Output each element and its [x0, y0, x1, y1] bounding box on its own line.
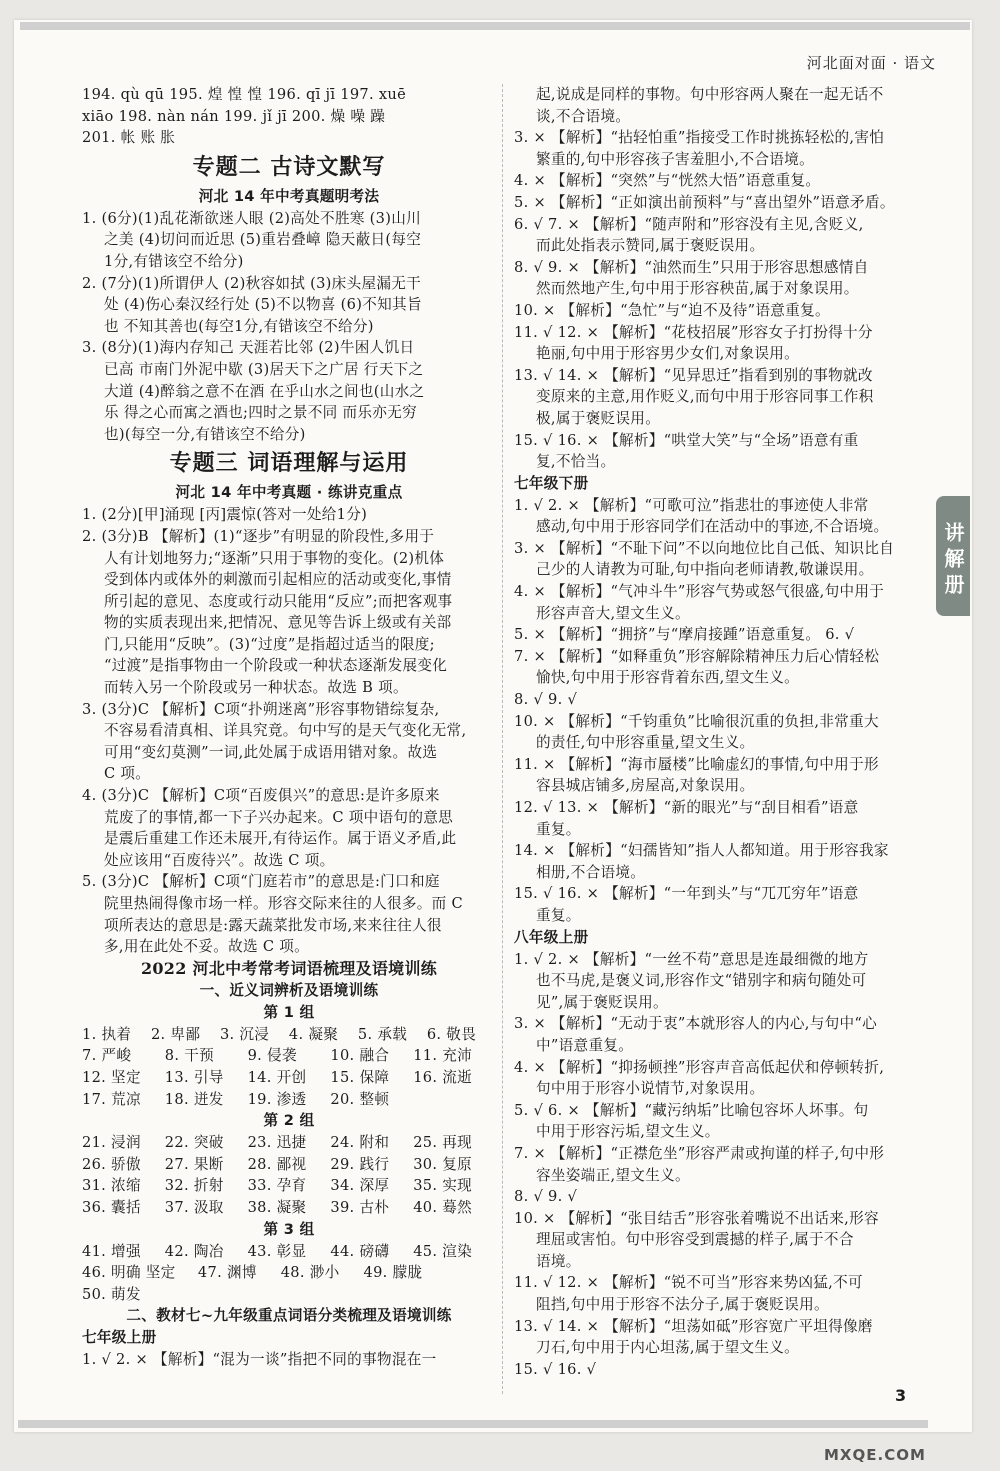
- word-row: [82, 1024, 496, 1046]
- text-line: 2. (3分)B 【解析】(1)“逐步”有明显的阶段性,多用于: [82, 527, 435, 545]
- text-line: 重复。: [536, 820, 581, 838]
- text-line: 大道 (4)醉翁之意不在酒 在乎山水之间也(山水之: [104, 382, 425, 400]
- word-item: 20. 整顿: [330, 1090, 390, 1108]
- word-item: 48. 渺小: [280, 1264, 340, 1282]
- text-line: 门,只能用“反映”。(3)“过度”是指超过适当的限度;: [104, 635, 435, 653]
- word-item: 50. 萌发: [82, 1285, 141, 1303]
- text-line: 已高 市南门外泥中歇 (3)居天下之广居 行天下之: [104, 360, 424, 378]
- text-line: 己少的人请教为可耻,句中指向老师请教,敬谦误用。: [536, 561, 874, 579]
- text-line: 繁重的,句中形容孩子害羞胆小,不合语境。: [536, 150, 814, 168]
- text-line: 13. √ 14. × 【解析】“见异思迁”指看到别的事物就改: [514, 366, 873, 384]
- text-line: 语境。: [536, 1252, 581, 1270]
- word-item: 8. 干预: [164, 1047, 215, 1065]
- text-line: 15. √ 16. √: [514, 1360, 597, 1378]
- text-line: 12. √ 13. × 【解析】“新的眼光”与“刮目相看”语意: [514, 799, 859, 816]
- text-line: 1. √ 2. × 【解析】“一丝不苟”意思是连最细微的地方: [514, 950, 869, 968]
- column-divider: [502, 84, 503, 1394]
- word-item: 49. 朦胧: [363, 1264, 423, 1282]
- text-line: 之美 (4)切问而近思 (5)重岩叠嶂 隐天蔽日(每空: [104, 231, 422, 249]
- word-item: 42. 陶冶: [164, 1242, 224, 1260]
- text-line: 愉快,句中用于形容背着东西,望文生义。: [536, 669, 800, 687]
- word-row: [82, 1262, 496, 1284]
- text-line: 5. × 【解析】“正如演出前预料”与“喜出望外”语意矛盾。: [514, 193, 895, 211]
- word-item: 46. 明确 坚定: [82, 1264, 176, 1282]
- text-line: 而转入另一个阶段或另一种状态。故选 B 项。: [104, 679, 408, 697]
- text-line: 201. 帐 账 胀: [82, 129, 176, 147]
- text-line: 是震后重建工作还未展开,有待运作。属于语义矛盾,此: [104, 830, 457, 848]
- text-line: 处应该用“百废待兴”。故选 C 项。: [104, 851, 335, 869]
- text-line: 15. √ 16. × 【解析】“哄堂大笑”与“全场”语意有重: [514, 431, 859, 449]
- text-line: 的责任,句中形容重量,望文生义。: [536, 734, 755, 752]
- text-line: 处 (4)伤心秦汉经行处 (5)不以物喜 (6)不知其旨: [104, 296, 422, 314]
- word-item: 31. 浓缩: [82, 1177, 141, 1195]
- word-row: [82, 1089, 496, 1111]
- text-line: 10. × 【解析】“急忙”与“迫不及待”语意重复。: [514, 301, 830, 319]
- section-heading: 二、教材七~九年级重点词语分类梳理及语境训练: [126, 1307, 452, 1325]
- section-heading: 七年级下册: [514, 474, 589, 492]
- group-heading: 第 2 组: [263, 1112, 315, 1130]
- word-item: 4. 凝聚: [288, 1025, 339, 1043]
- text-line: 3. × 【解析】“无动于衷”本就形容人的内心,与句中“心: [514, 1015, 878, 1033]
- text-line: 变原来的主意,用作贬义,而句中用于形容同事工作积: [536, 388, 874, 406]
- word-item: 9. 侵袭: [247, 1047, 297, 1065]
- text-line: 刀石,句中用于内心坦荡,属于望文生义。: [536, 1339, 800, 1357]
- text-line: 而此处指表示赞同,属于褒贬误用。: [536, 237, 765, 255]
- word-item: 33. 孕育: [247, 1177, 307, 1195]
- text-line: 11. √ 12. × 【解析】“花枝招展”形容女子打扮得十分: [514, 323, 873, 341]
- section-heading: 河北 14 年中考真题明考法: [198, 187, 380, 205]
- text-line: 8. √ 9. × 【解析】“油然而生”只用于形容思想感情自: [514, 258, 869, 276]
- text-line: C 项。: [104, 765, 151, 783]
- word-item: 39. 古朴: [330, 1198, 390, 1216]
- text-line: 荒废了的事情,都一下子兴办起来。C 项中语句的意思: [104, 808, 454, 826]
- text-line: 4. (3分)C 【解析】C项“百废俱兴”的意思:是许多原来: [82, 787, 440, 805]
- text-line: 相册,不合语境。: [536, 863, 646, 881]
- text-line: 10. × 【解析】“张目结舌”形容张着嘴说不出话来,形容: [514, 1209, 879, 1227]
- word-row: [82, 1154, 496, 1176]
- text-line: 阻挡,句中用于形容不法分子,属于褒贬误用。: [536, 1296, 829, 1314]
- text-line: 7. × 【解析】“如释重负”形容解除精神压力后心情轻松: [514, 647, 880, 665]
- word-row: [82, 1045, 496, 1067]
- text-line: 感动,句中用于形容同学们在活动中的事迹,不合语境。: [536, 518, 889, 536]
- right-column: [514, 84, 926, 1380]
- left-column: [82, 84, 496, 1371]
- word-item: 21. 浸润: [82, 1134, 141, 1152]
- word-item: 27. 果断: [164, 1155, 224, 1173]
- text-line: 6. √ 7. × 【解析】“随声附和”形容没有主见,含贬义,: [514, 215, 864, 233]
- section-heading: 第 1 组: [263, 1003, 315, 1021]
- top-scan-bar: [20, 22, 970, 30]
- text-line: 谈,不合语境。: [536, 107, 631, 125]
- text-line: 8. √ 9. √: [514, 1188, 578, 1206]
- word-item: 24. 附和: [330, 1134, 390, 1152]
- text-line: 句中用于形容小说情节,对象误用。: [536, 1080, 765, 1098]
- text-line: 中”语意重复。: [536, 1036, 634, 1054]
- text-line: 11. × 【解析】“海市蜃楼”比喻虚幻的事情,句中用于形: [514, 755, 879, 773]
- word-item: 40. 蓦然: [413, 1198, 473, 1216]
- word-item: 3. 沉浸: [219, 1025, 270, 1043]
- section-heading: 七年级上册: [82, 1329, 157, 1347]
- text-line: 也)(每空一分,有错该空不给分): [104, 425, 306, 443]
- word-item: 2. 卑鄙: [150, 1025, 201, 1043]
- word-item: 30. 复原: [413, 1155, 473, 1173]
- word-item: 37. 汲取: [164, 1198, 224, 1216]
- text-line: 人有计划地努力;“逐渐”只用于事物的变化。(2)机体: [104, 549, 445, 567]
- text-line: 5. (3分)C 【解析】C项“门庭若市”的意思是:门口和庭: [82, 873, 440, 891]
- word-item: 17. 荒凉: [82, 1090, 141, 1108]
- text-line: 不容易看清真相、详具究竟。句中写的是天气变化无常,: [104, 722, 467, 740]
- word-row: [82, 1175, 496, 1197]
- page-number: 3: [895, 1386, 907, 1405]
- text-line: 10. × 【解析】“千钧重负”比喻很沉重的负担,非常重大: [514, 712, 879, 730]
- text-line: 院里热闹得像市场一样。形容交际来往的人很多。而 C: [104, 895, 463, 912]
- text-line: 5. √ 6. × 【解析】“藏污纳垢”比喻包容坏人坏事。句: [514, 1101, 869, 1119]
- text-line: 7. × 【解析】“正襟危坐”形容严肃或拘谨的样子,句中形: [514, 1144, 885, 1162]
- watermark-text: MXQE.COM: [824, 1446, 926, 1464]
- word-item: 16. 流逝: [413, 1068, 473, 1086]
- text-line: 1. √ 2. × 【解析】“混为一谈”指把不同的事物混在一: [82, 1351, 437, 1369]
- text-line: 1. (6分)(1)乱花渐欲迷人眼 (2)高处不胜寒 (3)山川: [82, 209, 422, 227]
- text-line: 中用于形容污垢,望文生义。: [536, 1123, 720, 1141]
- text-line: 然而然地产生,句中用于形容秧苗,属于对象误用。: [536, 280, 859, 298]
- section-heading: 八年级上册: [514, 928, 589, 946]
- text-line: 也不马虎,是褒义词,形容作文“错别字和病句随处可: [536, 972, 867, 990]
- word-item: 34. 深厚: [330, 1177, 390, 1195]
- text-line: 4. × 【解析】“气冲斗牛”形容气势或怒气很盛,句中用于: [514, 583, 885, 601]
- running-header: 河北面对面 · 语文: [806, 54, 936, 72]
- text-line: 2. (7分)(1)所谓伊人 (2)秋容如拭 (3)床头屋漏无干: [82, 274, 422, 292]
- text-line: 受到体内或体外的刺激而引起相应的活动或变化,事情: [104, 571, 452, 589]
- group-heading: 第 3 组: [263, 1220, 315, 1238]
- section-heading: 专题三 词语理解与运用: [169, 451, 409, 477]
- text-line: 复,不恰当。: [536, 453, 616, 471]
- section-heading: 2022 河北中考常考词语梳理及语境训练: [140, 958, 438, 978]
- text-line: 1. √ 2. × 【解析】“可歌可泣”指悲壮的事迹使人非常: [514, 496, 869, 514]
- text-line: 14. × 【解析】“妇孺皆知”指人人都知道。用于形容我家: [514, 842, 889, 860]
- section-heading: 专题二 古诗文默写: [192, 154, 386, 180]
- text-line: 可用“变幻莫测”一词,此处属于成语用错对象。故选: [104, 743, 438, 761]
- word-item: 35. 实现: [413, 1177, 473, 1195]
- word-item: 29. 践行: [330, 1155, 390, 1173]
- word-item: 23. 迅捷: [247, 1134, 307, 1152]
- text-line: 重复。: [536, 906, 581, 924]
- word-item: 41. 增强: [82, 1242, 141, 1260]
- word-item: 5. 承载: [357, 1025, 408, 1043]
- text-line: 3. (3分)C 【解析】C项“扑朔迷离”形容事物错综复杂,: [82, 700, 440, 718]
- text-line: 艳丽,句中用于形容男少女们,对象误用。: [536, 345, 800, 363]
- word-item: 18. 迸发: [164, 1090, 224, 1108]
- text-line: 见”,属于褒贬误用。: [536, 993, 668, 1011]
- word-row: [82, 1132, 496, 1154]
- word-item: 26. 骄傲: [82, 1155, 141, 1173]
- word-row: [82, 1067, 496, 1089]
- word-row: [82, 1284, 496, 1306]
- text-line: 4. × 【解析】“突然”与“恍然大悟”语意重复。: [514, 172, 821, 190]
- word-item: 38. 凝聚: [247, 1198, 307, 1216]
- section-side-tab[interactable]: 讲解册: [936, 496, 970, 616]
- text-line: 容坐姿端正,望文生义。: [536, 1166, 690, 1184]
- text-line: 13. √ 14. × 【解析】“坦荡如砥”形容宽广平坦得像磨: [514, 1317, 873, 1335]
- word-item: 10. 融合: [330, 1047, 390, 1065]
- text-line: 3. × 【解析】“不耻下问”不以向地位比自己低、知识比自: [514, 539, 895, 557]
- text-line: 形容声音大,望文生义。: [536, 604, 690, 622]
- text-line: 也 不知其善也(每空1分,有错该空不给分): [104, 317, 374, 335]
- word-item: 12. 坚定: [82, 1068, 141, 1086]
- text-line: 理屈或害怕。句中形容受到震撼的样子,属于不合: [536, 1231, 854, 1249]
- section-heading: 一、近义词辨析及语境训练: [199, 981, 379, 999]
- word-item: 32. 折射: [164, 1177, 224, 1195]
- text-line: 多,用在此处不妥。故选 C 项。: [104, 938, 310, 956]
- text-line: 15. √ 16. × 【解析】“一年到头”与“兀兀穷年”语意: [514, 885, 859, 903]
- word-item: 28. 鄙视: [247, 1155, 307, 1173]
- word-item: 7. 严峻: [82, 1047, 132, 1065]
- text-line: “过渡”是指事物由一个阶段或一种状态逐渐发展变化: [104, 657, 448, 675]
- text-line: 起,说成是同样的事物。句中形容两人聚在一起无话不: [536, 86, 884, 103]
- text-line: 194. qù qū 195. 煌 惶 惶 196. qī jī 197. xuē: [82, 86, 407, 103]
- text-line: 11. √ 12. × 【解析】“锐不可当”形容来势凶猛,不可: [514, 1274, 863, 1292]
- word-item: 47. 渊博: [197, 1264, 257, 1282]
- text-line: 3. (8分)(1)海内存知己 天涯若比邻 (2)牛困人饥日: [82, 339, 415, 357]
- word-item: 36. 囊括: [82, 1198, 141, 1216]
- section-heading: 河北 14 年中考真题 · 练讲克重点: [175, 484, 403, 502]
- bottom-scan-bar: [18, 1420, 928, 1428]
- word-item: 15. 保障: [330, 1068, 390, 1086]
- word-item: 45. 渲染: [413, 1242, 473, 1260]
- word-item: 19. 渗透: [247, 1090, 307, 1108]
- word-item: 6. 敬畏: [426, 1025, 477, 1043]
- text-line: 1. (2分)[甲]涌现 [丙]震惊(答对一处给1分): [82, 506, 368, 524]
- word-item: 25. 再现: [413, 1134, 473, 1152]
- word-item: 11. 充沛: [413, 1047, 473, 1065]
- text-line: 4. × 【解析】“抑扬顿挫”形容声音高低起伏和停顿转折,: [514, 1058, 885, 1076]
- text-line: 项所表达的意思是:露天蔬菜批发市场,来来往往人很: [104, 916, 442, 934]
- text-line: 乐 得之心而寓之酒也;四时之景不同 而乐亦无穷: [104, 404, 417, 422]
- text-line: 3. × 【解析】“拈轻怕重”指接受工作时挑拣轻松的,害怕: [514, 129, 885, 147]
- text-line: 8. √ 9. √: [514, 691, 578, 709]
- word-item: 13. 引导: [164, 1068, 224, 1086]
- word-item: 22. 突破: [164, 1134, 224, 1152]
- text-line: 容县城店铺多,房屋高,对象误用。: [536, 777, 755, 795]
- word-row: [82, 1241, 496, 1263]
- word-item: 14. 开创: [247, 1068, 307, 1086]
- text-line: 极,属于褒贬误用。: [536, 409, 661, 427]
- text-line: 所引起的意见、态度或行动只能用“反应”;而把客观事: [104, 592, 453, 610]
- text-line: 5. × 【解析】“拥挤”与“摩肩接踵”语意重复。 6. √: [514, 626, 855, 644]
- text-line: 1分,有错该空不给分): [104, 252, 244, 270]
- word-item: 1. 执着: [82, 1025, 132, 1043]
- word-item: 44. 磅礴: [330, 1242, 390, 1260]
- text-line: 物的实质表现出来,把情况、意见等告诉上级或有关部: [104, 614, 452, 632]
- text-line: xiāo 198. nàn nán 199. jǐ jī 200. 燥 噪 躁: [82, 107, 386, 125]
- word-item: 43. 彰显: [247, 1242, 307, 1260]
- word-row: [82, 1197, 496, 1219]
